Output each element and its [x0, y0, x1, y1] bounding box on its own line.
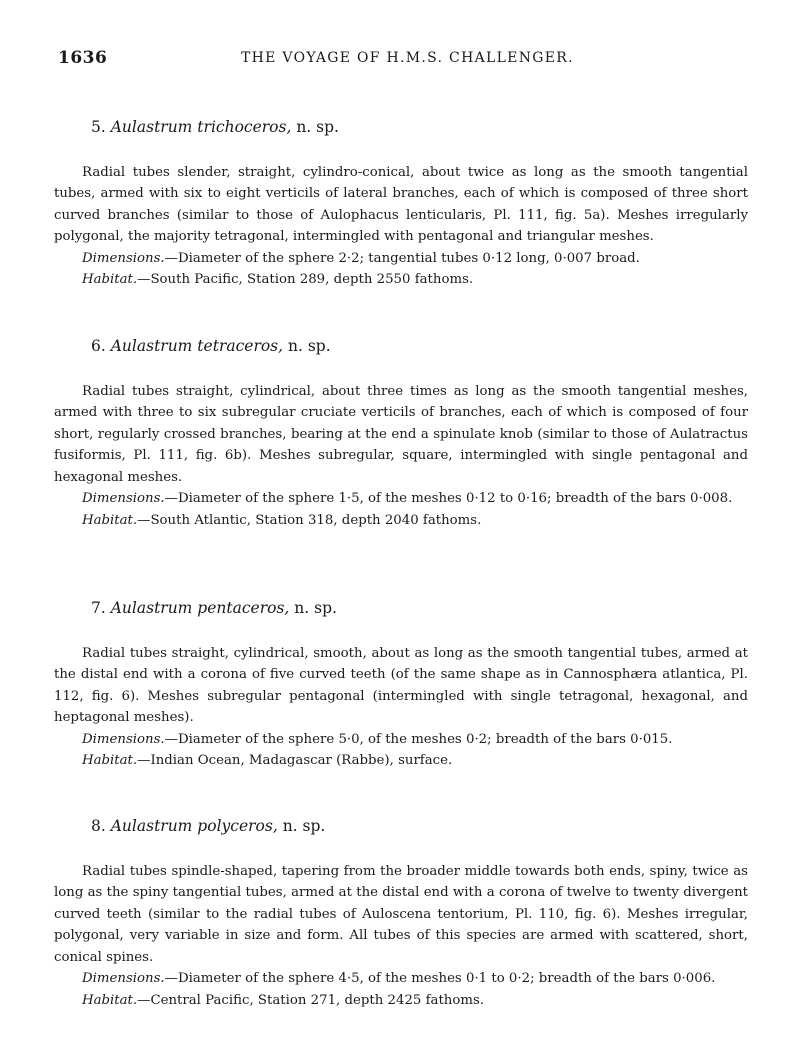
species-description: Radial tubes straight, cylindrical, smooth, about as long as the smooth tangential tubes, armed at the distal end with a corona of five curved teeth (of the same shape as in Cannosphæra atlantica, Pl. 112, fig. 6). Meshes subregular pentagonal (intermingled with single tetragonal, hexagonal, and heptagonal meshes). — [54, 645, 748, 725]
species-description: Radial tubes straight, cylindrical, about three times as long as the smooth tangential meshes, armed with three to six subregular cruciate verticils of branches, each of which is composed of four short, regularly crossed branches, bearing at the end a spinulate knob (similar to those of Aulatractus fusiformis, Pl. 111, fig. 6b). Meshes subregular, square, intermingled with single pentagonal and hexagonal meshes. — [54, 383, 748, 485]
habitat-label: Habitat. — [82, 753, 138, 768]
dimensions-text: —Diameter of the sphere 1·5, of the meshes 0·12 to 0·16; breadth of the bars 0·008. — [164, 491, 733, 506]
species-number: 7. — [91, 599, 106, 617]
species-entry-8 — [54, 816, 748, 1011]
species-heading — [91, 816, 748, 838]
dimensions-line — [54, 488, 748, 510]
dimensions-text: —Diameter of the sphere 4·5, of the meshes 0·1 to 0·2; breadth of the bars 0·006. — [164, 971, 716, 986]
habitat-line — [54, 510, 748, 532]
species-heading — [91, 117, 748, 139]
species-entry-5 — [54, 117, 748, 291]
dimensions-label: Dimensions. — [82, 491, 165, 506]
habitat-text: —South Atlantic, Station 318, depth 2040 fathoms. — [137, 512, 482, 528]
dimensions-line — [54, 968, 748, 990]
species-name: Aulastrum tetraceros, — [110, 337, 284, 355]
dimensions-label: Dimensions. — [82, 250, 165, 266]
species-entry-6 — [54, 336, 748, 531]
running-title: THE VOYAGE OF H.M.S. CHALLENGER. — [241, 50, 574, 66]
species-name: Aulastrum pentaceros, — [110, 599, 290, 617]
species-suffix: n. sp. — [282, 817, 326, 835]
habitat-line — [54, 269, 748, 291]
habitat-line — [54, 750, 748, 772]
species-number: 5. — [91, 118, 106, 136]
species-number: 6. — [91, 337, 106, 355]
dimensions-label: Dimensions. — [82, 731, 165, 747]
habitat-text: —Indian Ocean, Madagascar (Rabbe), surface. — [137, 753, 453, 768]
habitat-text: —Central Pacific, Station 271, depth 2425 fathoms. — [137, 992, 485, 1008]
habitat-label: Habitat. — [82, 272, 138, 287]
dimensions-line — [54, 248, 748, 270]
species-name: Aulastrum trichoceros, — [110, 118, 292, 136]
species-description: Radial tubes slender, straight, cylindro-conical, about twice as long as the smooth tangential tubes, armed with six to eight verticils of lateral branches, each of which is composed of three short curved branches (similar to those of Aulophacus lenticularis, Pl. 111, fig. 5a). Meshes irregularly polygonal, the majority tetragonal, intermingled with pentagonal and triangular meshes. — [54, 164, 748, 244]
habitat-label: Habitat. — [82, 992, 138, 1008]
species-number: 8. — [91, 817, 106, 835]
species-description: Radial tubes spindle-shaped, tapering from the broader middle towards both ends, spiny, twice as long as the spiny tangential tubes, armed at the distal end with a corona of twelve to twenty divergent curved teeth (similar to the radial tubes of Auloscena tentorium, Pl. 110, fig. 6). Meshes irregular, polygonal, very variable in size and form. All tubes of this species are armed with scattered, short, conical spines. — [54, 863, 748, 965]
page-number: 1636 — [58, 48, 108, 68]
habitat-line — [54, 990, 748, 1012]
dimensions-line — [54, 729, 748, 751]
species-suffix: n. sp. — [296, 118, 339, 136]
species-heading — [91, 336, 748, 358]
dimensions-text: —Diameter of the sphere 2·2; tangential tubes 0·12 long, 0·007 broad. — [164, 250, 640, 266]
habitat-label: Habitat. — [82, 512, 138, 528]
species-entry-7 — [54, 598, 748, 772]
species-heading — [91, 598, 748, 620]
species-suffix: n. sp. — [294, 599, 337, 617]
species-name: Aulastrum polyceros, — [110, 817, 278, 835]
habitat-text: —South Pacific, Station 289, depth 2550 fathoms. — [137, 272, 474, 287]
running-head — [58, 48, 750, 72]
species-suffix: n. sp. — [288, 337, 331, 355]
dimensions-label: Dimensions. — [82, 971, 165, 986]
dimensions-text: —Diameter of the sphere 5·0, of the meshes 0·2; breadth of the bars 0·015. — [164, 731, 673, 747]
